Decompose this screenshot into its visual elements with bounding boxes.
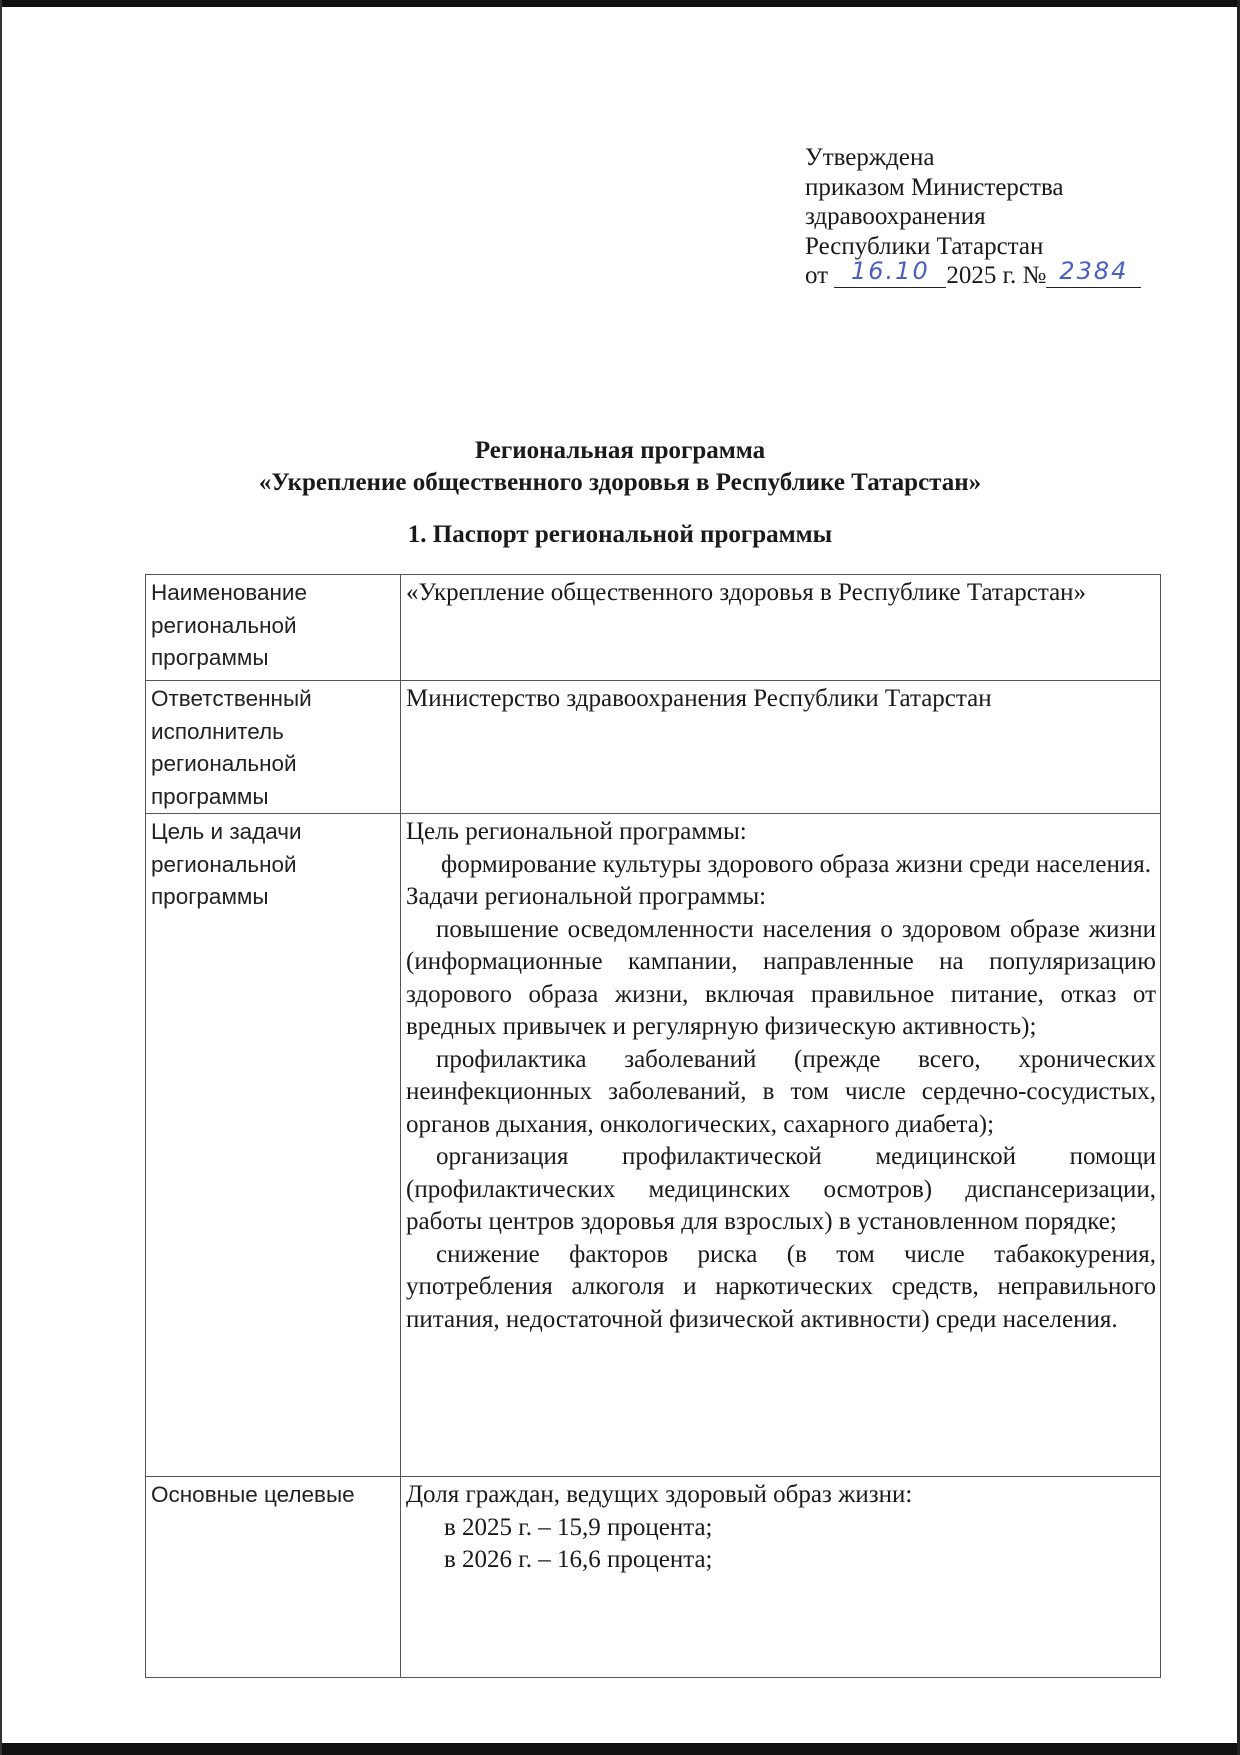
row-value <box>401 1477 1161 1678</box>
row-label: Цель и задачи региональной программы <box>146 814 401 1477</box>
program-name-value: «Укрепление общественного здоровья в Республике Татарстан» <box>406 579 1087 606</box>
document-title-line-2: «Укрепление общественного здоровья в Республике Татарстан» <box>258 469 982 496</box>
table-row-goals-and-tasks <box>146 814 1161 1477</box>
approval-date-handwritten: 16.10 <box>851 257 930 285</box>
approval-stamp-block <box>805 143 1141 291</box>
scan-border-bottom <box>0 1743 1240 1755</box>
scan-border-top <box>0 0 1240 7</box>
approval-line-3: здравоохранения <box>805 203 986 230</box>
row-value <box>401 575 1161 681</box>
indicator-value-item: в 2026 г. – 16,6 процента; <box>444 1546 713 1573</box>
section-heading: 1. Паспорт региональной программы <box>407 521 833 548</box>
row-value <box>401 681 1161 814</box>
goal-text: формирование культуры здорового образа жизни среди населения. <box>441 850 1151 878</box>
row-label: Основные целевые <box>146 1477 401 1678</box>
approval-line-2: приказом Министерства <box>805 173 1064 201</box>
task-item: снижение факторов риска (в том числе табакокурения, употребления алкоголя и наркотических средств, неправильного питания, недостаточной физической активности) среди населения. <box>406 1240 1156 1333</box>
task-item: профилактика заболеваний (прежде всего, хронических неинфекционных заболеваний, в том числе сердечно-сосудистых, органов дыхания, онкологических, сахарного диабета); <box>406 1045 1156 1138</box>
indicator-value-item: в 2025 г. – 15,9 процента; <box>444 1513 713 1541</box>
approval-number-handwritten: 2384 <box>1059 257 1129 285</box>
tasks-heading: Задачи региональной программы: <box>406 883 767 910</box>
program-passport-table <box>145 574 1161 1678</box>
approval-date-line <box>805 257 1141 291</box>
approval-year-number-label: 2025 г. № <box>946 262 1047 289</box>
table-row-target-indicators <box>146 1477 1161 1678</box>
table-row-program-name <box>146 575 1161 681</box>
document-title-line-1: Региональная программа <box>474 437 766 464</box>
indicator-heading: Доля граждан, ведущих здоровый образ жизни: <box>406 1481 913 1508</box>
row-value <box>401 814 1161 1477</box>
approval-date-blank <box>834 257 946 288</box>
approval-line-4: Республики Татарстан <box>805 232 1044 260</box>
approval-line-1: Утверждена <box>805 144 935 171</box>
row-label: Ответственный исполнитель региональной программы <box>146 681 401 814</box>
goal-heading: Цель региональной программы: <box>406 818 747 845</box>
task-item: организация профилактической медицинской помощи (профилактических медицинских осмотров) диспансеризации, работы центров здоровья для взрослых) в установленном порядке; <box>406 1143 1156 1235</box>
scan-border-left <box>0 0 2 1755</box>
approval-number-blank <box>1046 257 1141 288</box>
table-row-responsible-executor <box>146 681 1161 814</box>
approval-from-prefix: от <box>805 262 829 289</box>
row-label: Наименование региональной программы <box>146 575 401 681</box>
responsible-executor-value: Министерство здравоохранения Республики Татарстан <box>406 685 992 712</box>
task-item: повышение осведомленности населения о здоровом образе жизни (информационные кампании, направленные на популяризацию здорового образа жизни, включая правильное питание, отказ от вредных привычек и регулярную физическую активность); <box>406 915 1156 1040</box>
